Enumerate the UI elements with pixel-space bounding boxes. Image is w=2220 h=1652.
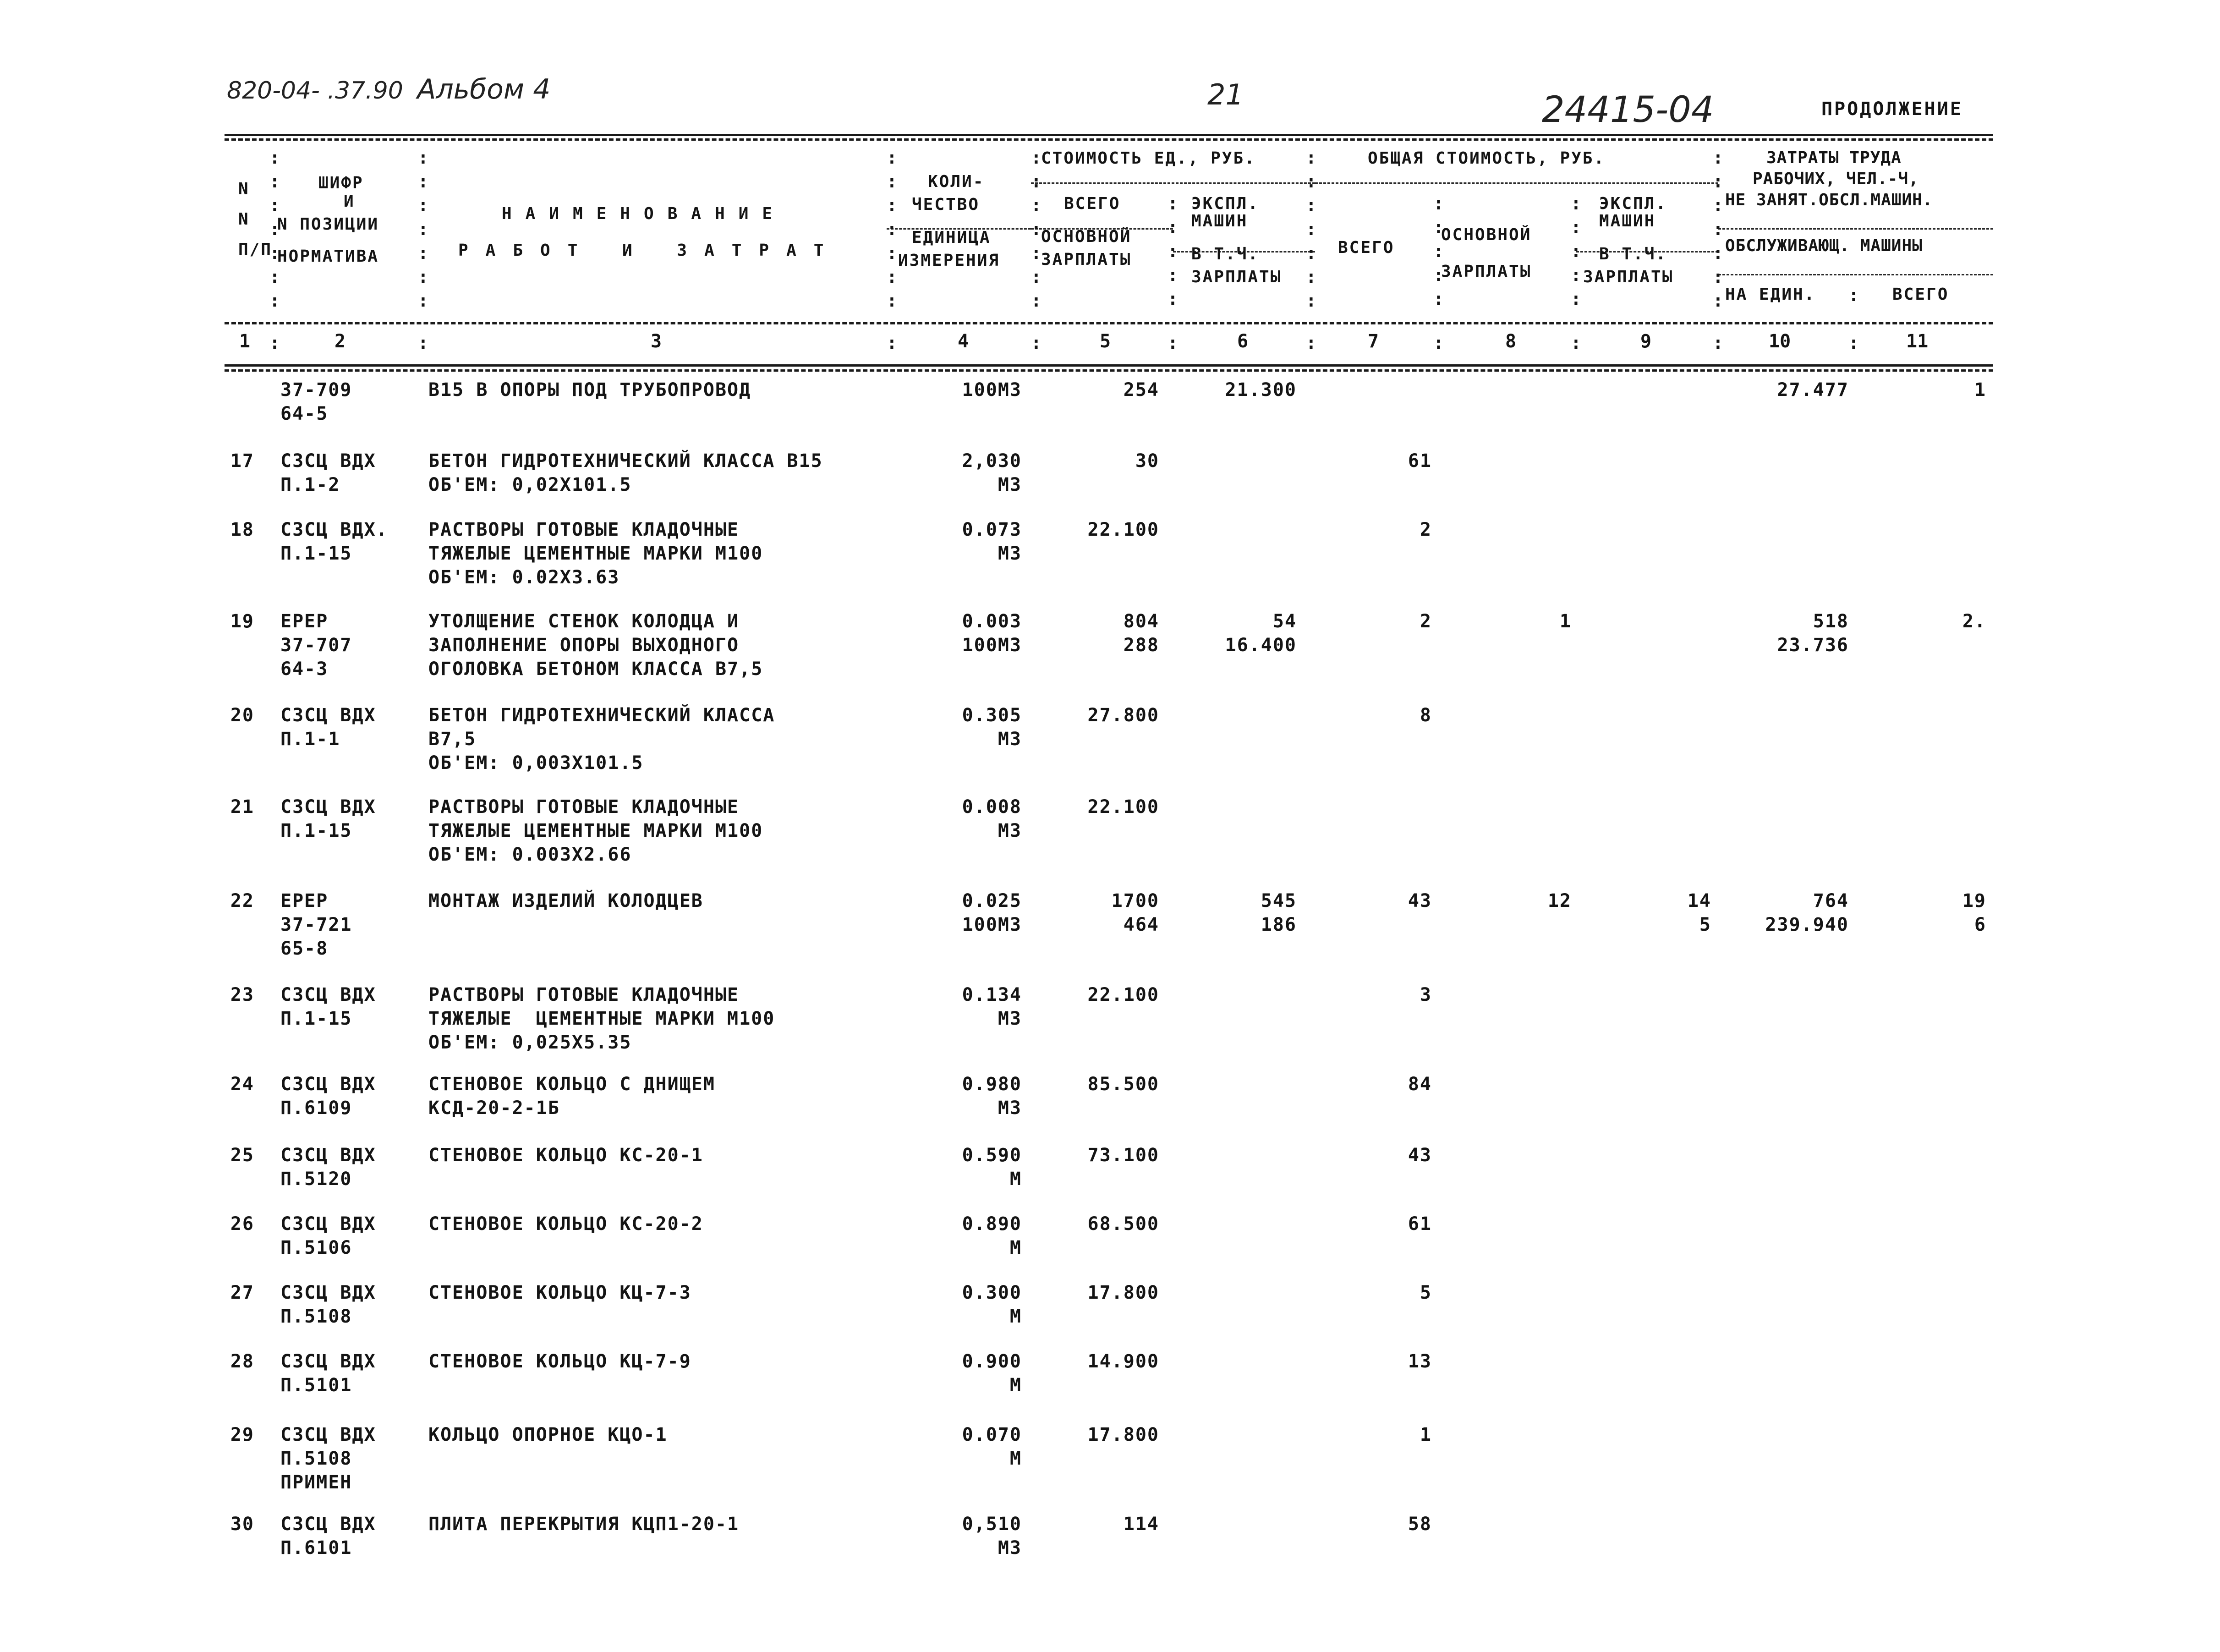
row-number-cell: 21: [230, 796, 254, 818]
work-name-cell: ПЛИТА ПЕРЕКРЫТИЯ КЦП1-20-1: [428, 1514, 740, 1535]
header-col5-line: ОСНОВНОЙ: [1041, 227, 1132, 246]
total-cost-cell: 84: [1408, 1074, 1432, 1095]
norm-code-cell: 37-709: [280, 379, 352, 401]
work-name-cell: ОБ'ЕМ: 0,02Х101.5: [428, 474, 632, 495]
work-name-cell: ТЯЖЕЛЫЕ ЦЕМЕНТНЫЕ МАРКИ М100: [428, 820, 763, 841]
norm-code-cell: П.5120: [280, 1169, 352, 1190]
labor-per-unit-cell: 518: [1813, 611, 1849, 632]
header-rule-c789: [1315, 182, 1718, 184]
total-machines-cell: 14: [1687, 890, 1711, 911]
header-col8-line: ОСНОВНОЙ: [1441, 225, 1532, 244]
header-col6-line: ЭКСПЛ.: [1191, 194, 1260, 213]
unit-cost-total-cell: 17.800: [1087, 1282, 1159, 1303]
document-number: 24415-04: [1542, 89, 1714, 131]
quantity-cell: 0.590: [962, 1145, 1022, 1166]
quantity-cell: М3: [998, 1008, 1022, 1029]
album-label: Альбом 4: [417, 73, 551, 105]
norm-code-cell: СЗСЦ ВДХ: [280, 1424, 376, 1445]
quantity-cell: 0.003: [962, 611, 1022, 632]
header-col10: НА ЕДИН.: [1725, 285, 1816, 304]
work-name-cell: КСД-20-2-1Б: [428, 1098, 560, 1119]
unit-cost-total-cell: 85.500: [1087, 1074, 1159, 1095]
quantity-cell: 0.025: [962, 890, 1022, 911]
total-wages-cell: 12: [1547, 890, 1572, 911]
norm-code-cell: СЗСЦ ВДХ: [280, 1213, 376, 1235]
unit-cost-total-cell: 27.800: [1087, 705, 1159, 726]
header-col2: [277, 170, 379, 270]
quantity-cell: М3: [998, 1537, 1022, 1559]
quantity-cell: 100М3: [962, 379, 1022, 401]
quantity-cell: 0.070: [962, 1424, 1022, 1445]
quantity-cell: 0.073: [962, 519, 1022, 540]
total-wages-cell: 1: [1559, 611, 1572, 632]
header-col6-line: В Т.Ч.: [1191, 245, 1260, 263]
norm-code-cell: П.5108: [280, 1448, 352, 1469]
column-number: 2: [334, 331, 346, 352]
norm-code-cell: 65-8: [280, 938, 329, 959]
row-number-cell: 17: [230, 450, 254, 472]
header-col2-line: И: [344, 192, 355, 211]
total-cost-cell: 13: [1408, 1351, 1432, 1372]
unit-cost-machines-cell: 54: [1272, 611, 1297, 632]
quantity-cell: 0,510: [962, 1514, 1022, 1535]
header-col5-line: ВСЕГО: [1064, 194, 1121, 213]
row-number-cell: 24: [230, 1074, 254, 1095]
header-labor: [1725, 148, 1933, 211]
labor-per-unit-cell: 27.477: [1777, 379, 1849, 401]
page-number: 21: [1207, 78, 1244, 111]
header-col1-line: N: [238, 210, 250, 229]
work-name-cell: ОБ'ЕМ: 0.003Х2.66: [428, 844, 632, 865]
quantity-cell: 100М3: [962, 914, 1022, 935]
total-cost-cell: 61: [1408, 450, 1432, 472]
work-name-cell: В15 В ОПОРЫ ПОД ТРУБОПРОВОД: [428, 379, 751, 401]
norm-code-cell: П.5106: [280, 1237, 352, 1258]
quantity-cell: 0.134: [962, 984, 1022, 1005]
norm-code-cell: П.1-15: [280, 820, 352, 841]
header-top-rule-2: [225, 138, 1993, 141]
norm-code-cell: П.1-2: [280, 474, 340, 495]
norm-code-cell: СЗСЦ ВДХ.: [280, 519, 388, 540]
norm-code-cell: 37-707: [280, 635, 352, 656]
quantity-cell: 0.300: [962, 1282, 1022, 1303]
work-name-cell: СТЕНОВОЕ КОЛЬЦО КЦ-7-9: [428, 1351, 691, 1372]
norm-code-cell: П.5108: [280, 1306, 352, 1327]
header-col9-line: В Т.Ч.: [1599, 245, 1667, 263]
header-cost-unit: СТОИМОСТЬ ЕД., РУБ.: [1041, 149, 1256, 168]
header-col6: [1191, 192, 1282, 289]
norm-code-cell: СЗСЦ ВДХ: [280, 1074, 376, 1095]
norm-code-cell: П.1-15: [280, 1008, 352, 1029]
quantity-cell: 100М3: [962, 635, 1022, 656]
header-col2-line: N ПОЗИЦИИ: [277, 215, 379, 234]
header-col3-line: НАИМЕНОВАНИЕ: [502, 204, 786, 223]
norm-code-cell: П.5101: [280, 1375, 352, 1396]
unit-cost-machines-cell: 545: [1261, 890, 1297, 911]
header-labor-line: РАБОЧИХ, ЧЕЛ.-Ч,: [1753, 170, 1919, 188]
unit-cost-total-cell: 68.500: [1087, 1213, 1159, 1235]
work-name-cell: ОБ'ЕМ: 0,025Х5.35: [428, 1032, 632, 1053]
work-name-cell: ОБ'ЕМ: 0,003Х101.5: [428, 752, 644, 774]
continuation-label: ПРОДОЛЖЕНИЕ: [1821, 99, 1963, 120]
unit-cost-total-cell: 30: [1135, 450, 1159, 472]
header-labor-machines: ОБСЛУЖИВАЮЩ. МАШИНЫ: [1725, 236, 1923, 255]
work-name-cell: СТЕНОВОЕ КОЛЬЦО КС-20-2: [428, 1213, 703, 1235]
quantity-cell: М: [1009, 1169, 1022, 1190]
header-col4-line: КОЛИ-: [928, 172, 985, 191]
quantity-cell: М3: [998, 729, 1022, 750]
header-col11: ВСЕГО: [1892, 285, 1949, 304]
header-col6-line: ЗАРПЛАТЫ: [1191, 268, 1282, 286]
header-col4: [898, 170, 1000, 272]
quantity-cell: М3: [998, 1098, 1022, 1119]
work-name-cell: РАСТВОРЫ ГОТОВЫЕ КЛАДОЧНЫЕ: [428, 984, 740, 1005]
header-col3: [458, 189, 841, 276]
album-code: 820-04- .37.90: [227, 77, 403, 104]
work-name-cell: ОБ'ЕМ: 0.02Х3.63: [428, 567, 620, 588]
column-number: 8: [1505, 331, 1517, 352]
work-name-cell: РАСТВОРЫ ГОТОВЫЕ КЛАДОЧНЫЕ: [428, 796, 740, 818]
header-col9-line: ЗАРПЛАТЫ: [1583, 268, 1674, 286]
work-name-cell: СТЕНОВОЕ КОЛЬЦО С ДНИЩЕМ: [428, 1074, 715, 1095]
header-col9-line: МАШИН: [1599, 212, 1656, 231]
column-number-separators: :: [1306, 333, 1316, 353]
header-col9-line: ЭКСПЛ.: [1599, 194, 1667, 213]
column-number: 11: [1906, 331, 1929, 352]
norm-code-cell: П.1-15: [280, 543, 352, 564]
work-name-cell: РАСТВОРЫ ГОТОВЫЕ КЛАДОЧНЫЕ: [428, 519, 740, 540]
column-number: 7: [1368, 331, 1379, 352]
total-cost-cell: 2: [1420, 519, 1432, 540]
quantity-cell: М: [1009, 1306, 1022, 1327]
labor-total-cell: 1: [1974, 379, 1986, 401]
unit-cost-total-cell: 14.900: [1087, 1351, 1159, 1372]
column-number-separators: :: [269, 333, 280, 353]
norm-code-cell: П.6101: [280, 1537, 352, 1559]
header-col4-line: ИЗМЕРЕНИЯ: [898, 251, 1000, 270]
unit-cost-total-cell: 114: [1123, 1514, 1159, 1535]
quantity-cell: М3: [998, 474, 1022, 495]
row-number-cell: 19: [230, 611, 254, 632]
column-numbers-rule-2: [225, 369, 1993, 372]
work-name-cell: КОЛЬЦО ОПОРНОЕ КЦО-1: [428, 1424, 668, 1445]
labor-per-unit-cell: 239.940: [1765, 914, 1849, 935]
unit-cost-machines-cell: 186: [1261, 914, 1297, 935]
header-separator: : : : : :: [1433, 193, 1444, 309]
row-number-cell: 26: [230, 1213, 254, 1235]
header-col7: ВСЕГО: [1338, 238, 1395, 257]
quantity-cell: М3: [998, 820, 1022, 841]
unit-cost-total-cell: 288: [1123, 635, 1159, 656]
total-cost-cell: 43: [1408, 1145, 1432, 1166]
norm-code-cell: СЗСЦ ВДХ: [280, 984, 376, 1005]
row-number-cell: 29: [230, 1424, 254, 1445]
unit-cost-total-cell: 464: [1123, 914, 1159, 935]
header-rule-c1011-a: [1718, 228, 1993, 230]
header-separator: : : : : : : :: [1031, 148, 1041, 311]
column-number: 10: [1769, 331, 1791, 352]
labor-per-unit-cell: 23.736: [1777, 635, 1849, 656]
header-total-cost: ОБЩАЯ СТОИМОСТЬ, РУБ.: [1368, 149, 1606, 168]
column-number: 5: [1100, 331, 1111, 352]
column-number: 3: [651, 331, 662, 352]
column-number: 4: [958, 331, 969, 352]
total-cost-cell: 43: [1408, 890, 1432, 911]
header-separator: : : : : : : :: [1306, 148, 1316, 311]
header-rule-c56: [1031, 182, 1315, 184]
header-separator: : : : : : : :: [1713, 148, 1723, 311]
norm-code-cell: 64-5: [280, 403, 329, 424]
header-col6-line: МАШИН: [1191, 212, 1248, 231]
header-bottom-rule: [225, 322, 1993, 324]
header-col4-line: ЧЕСТВО: [912, 195, 980, 214]
header-labor-line: ЗАТРАТЫ ТРУДА: [1766, 148, 1902, 167]
header-col1-line: П/П: [238, 240, 273, 259]
total-cost-cell: 1: [1420, 1424, 1432, 1445]
norm-code-cell: ЕРЕР: [280, 611, 329, 632]
unit-cost-total-cell: 804: [1123, 611, 1159, 632]
norm-code-cell: П.1-1: [280, 729, 340, 750]
row-number-cell: 18: [230, 519, 254, 540]
work-name-cell: СТЕНОВОЕ КОЛЬЦО КС-20-1: [428, 1145, 703, 1166]
norm-code-cell: П.6109: [280, 1098, 352, 1119]
unit-cost-machines-cell: 21.300: [1225, 379, 1297, 401]
header-col9: [1583, 192, 1674, 289]
unit-cost-total-cell: 1700: [1111, 890, 1159, 911]
quantity-cell: 0.305: [962, 705, 1022, 726]
norm-code-cell: СЗСЦ ВДХ: [280, 1351, 376, 1372]
unit-cost-total-cell: 22.100: [1087, 519, 1159, 540]
work-name-cell: ТЯЖЕЛЫЕ ЦЕМЕНТНЫЕ МАРКИ М100: [428, 1008, 775, 1029]
work-name-cell: ЗАПОЛНЕНИЕ ОПОРЫ ВЫХОДНОГО: [428, 635, 740, 656]
total-cost-cell: 8: [1420, 705, 1432, 726]
norm-code-cell: СЗСЦ ВДХ: [280, 1514, 376, 1535]
labor-total-cell: 2.: [1962, 611, 1986, 632]
column-number-separators: :: [1571, 333, 1581, 353]
column-numbers-rule: [225, 364, 1993, 367]
quantity-cell: 0.980: [962, 1074, 1022, 1095]
unit-cost-total-cell: 22.100: [1087, 984, 1159, 1005]
quantity-cell: 0.900: [962, 1351, 1022, 1372]
quantity-cell: М: [1009, 1375, 1022, 1396]
norm-code-cell: 37-721: [280, 914, 352, 935]
column-number-separators: :: [887, 333, 897, 353]
labor-total-cell: 6: [1974, 914, 1986, 935]
work-name-cell: СТЕНОВОЕ КОЛЬЦО КЦ-7-3: [428, 1282, 691, 1303]
header-col5: [1041, 192, 1131, 271]
work-name-cell: БЕТОН ГИДРОТЕХНИЧЕСКИЙ КЛАССА: [428, 705, 775, 726]
work-name-cell: ОГОЛОВКА БЕТОНОМ КЛАССА В7,5: [428, 659, 763, 680]
column-number-separators: :: [1713, 333, 1723, 353]
header-separator: : : : : : : :: [269, 148, 280, 311]
quantity-cell: 0.008: [962, 796, 1022, 818]
header-separator: : : : : : : :: [418, 148, 428, 311]
norm-code-cell: ПРИМЕН: [280, 1472, 352, 1493]
column-number: 1: [239, 331, 251, 352]
row-number-cell: 27: [230, 1282, 254, 1303]
header-col1: [238, 167, 272, 272]
column-number-separators: :: [418, 333, 428, 353]
quantity-cell: М: [1009, 1237, 1022, 1258]
norm-code-cell: СЗСЦ ВДХ: [280, 1145, 376, 1166]
header-col5-line: ЗАРПЛАТЫ: [1041, 250, 1132, 269]
header-col4-line: ЕДИНИЦА: [912, 228, 991, 247]
header-separator: : : : : :: [1571, 193, 1581, 309]
header-col3-line: РАБОТ И ЗАТРАТ: [458, 241, 841, 260]
total-cost-cell: 5: [1420, 1282, 1432, 1303]
norm-code-cell: 64-3: [280, 659, 329, 680]
row-number-cell: 20: [230, 705, 254, 726]
norm-code-cell: ЕРЕР: [280, 890, 329, 911]
work-name-cell: УТОЛЩЕНИЕ СТЕНОК КОЛОДЦА И: [428, 611, 740, 632]
header-col2-line: НОРМАТИВА: [277, 247, 379, 266]
column-number: 6: [1237, 331, 1249, 352]
norm-code-cell: СЗСЦ ВДХ: [280, 796, 376, 818]
total-cost-cell: 2: [1420, 611, 1432, 632]
norm-code-cell: СЗСЦ ВДХ: [280, 450, 376, 472]
work-name-cell: МОНТАЖ ИЗДЕЛИЙ КОЛОДЦЕВ: [428, 890, 703, 911]
row-number-cell: 25: [230, 1145, 254, 1166]
total-machines-cell: 5: [1699, 914, 1711, 935]
quantity-cell: М: [1009, 1448, 1022, 1469]
unit-cost-total-cell: 17.800: [1087, 1424, 1159, 1445]
header-separator: : : : : : : :: [887, 148, 897, 311]
work-name-cell: ТЯЖЕЛЫЕ ЦЕМЕНТНЫЕ МАРКИ М100: [428, 543, 763, 564]
header-labor-line: НЕ ЗАНЯТ.ОБСЛ.МАШИН.: [1725, 191, 1933, 209]
total-cost-cell: 3: [1420, 984, 1432, 1005]
unit-cost-machines-cell: 16.400: [1225, 635, 1297, 656]
row-number-cell: 22: [230, 890, 254, 911]
labor-total-cell: 19: [1962, 890, 1986, 911]
quantity-cell: 2,030: [962, 450, 1022, 472]
header-col1-line: N: [238, 180, 250, 198]
column-number-separators: :: [1168, 333, 1178, 353]
column-number-separators: :: [1031, 333, 1041, 353]
album-reference: [227, 73, 550, 105]
quantity-cell: М3: [998, 543, 1022, 564]
total-cost-cell: 58: [1408, 1514, 1432, 1535]
row-number-cell: 30: [230, 1514, 254, 1535]
column-number: 9: [1640, 331, 1652, 352]
header-col2-line: ШИФР: [318, 174, 364, 192]
unit-cost-total-cell: 254: [1123, 379, 1159, 401]
header-top-rule: [225, 134, 1993, 136]
labor-per-unit-cell: 764: [1813, 890, 1849, 911]
unit-cost-total-cell: 73.100: [1087, 1145, 1159, 1166]
norm-code-cell: СЗСЦ ВДХ: [280, 1282, 376, 1303]
column-number-separators: :: [1848, 333, 1859, 353]
header-separator: :: [1848, 285, 1859, 305]
norm-code-cell: СЗСЦ ВДХ: [280, 705, 376, 726]
header-separator: : : : : :: [1168, 193, 1178, 309]
header-col8-line: ЗАРПЛАТЫ: [1441, 262, 1532, 281]
header-rule-c1011-b: [1718, 274, 1993, 275]
column-number-separators: :: [1433, 333, 1444, 353]
header-col8: [1441, 214, 1531, 292]
work-name-cell: БЕТОН ГИДРОТЕХНИЧЕСКИЙ КЛАССА В15: [428, 450, 823, 472]
row-number-cell: 28: [230, 1351, 254, 1372]
work-name-cell: В7,5: [428, 729, 477, 750]
quantity-cell: 0.890: [962, 1213, 1022, 1235]
unit-cost-total-cell: 22.100: [1087, 796, 1159, 818]
row-number-cell: 23: [230, 984, 254, 1005]
total-cost-cell: 61: [1408, 1213, 1432, 1235]
